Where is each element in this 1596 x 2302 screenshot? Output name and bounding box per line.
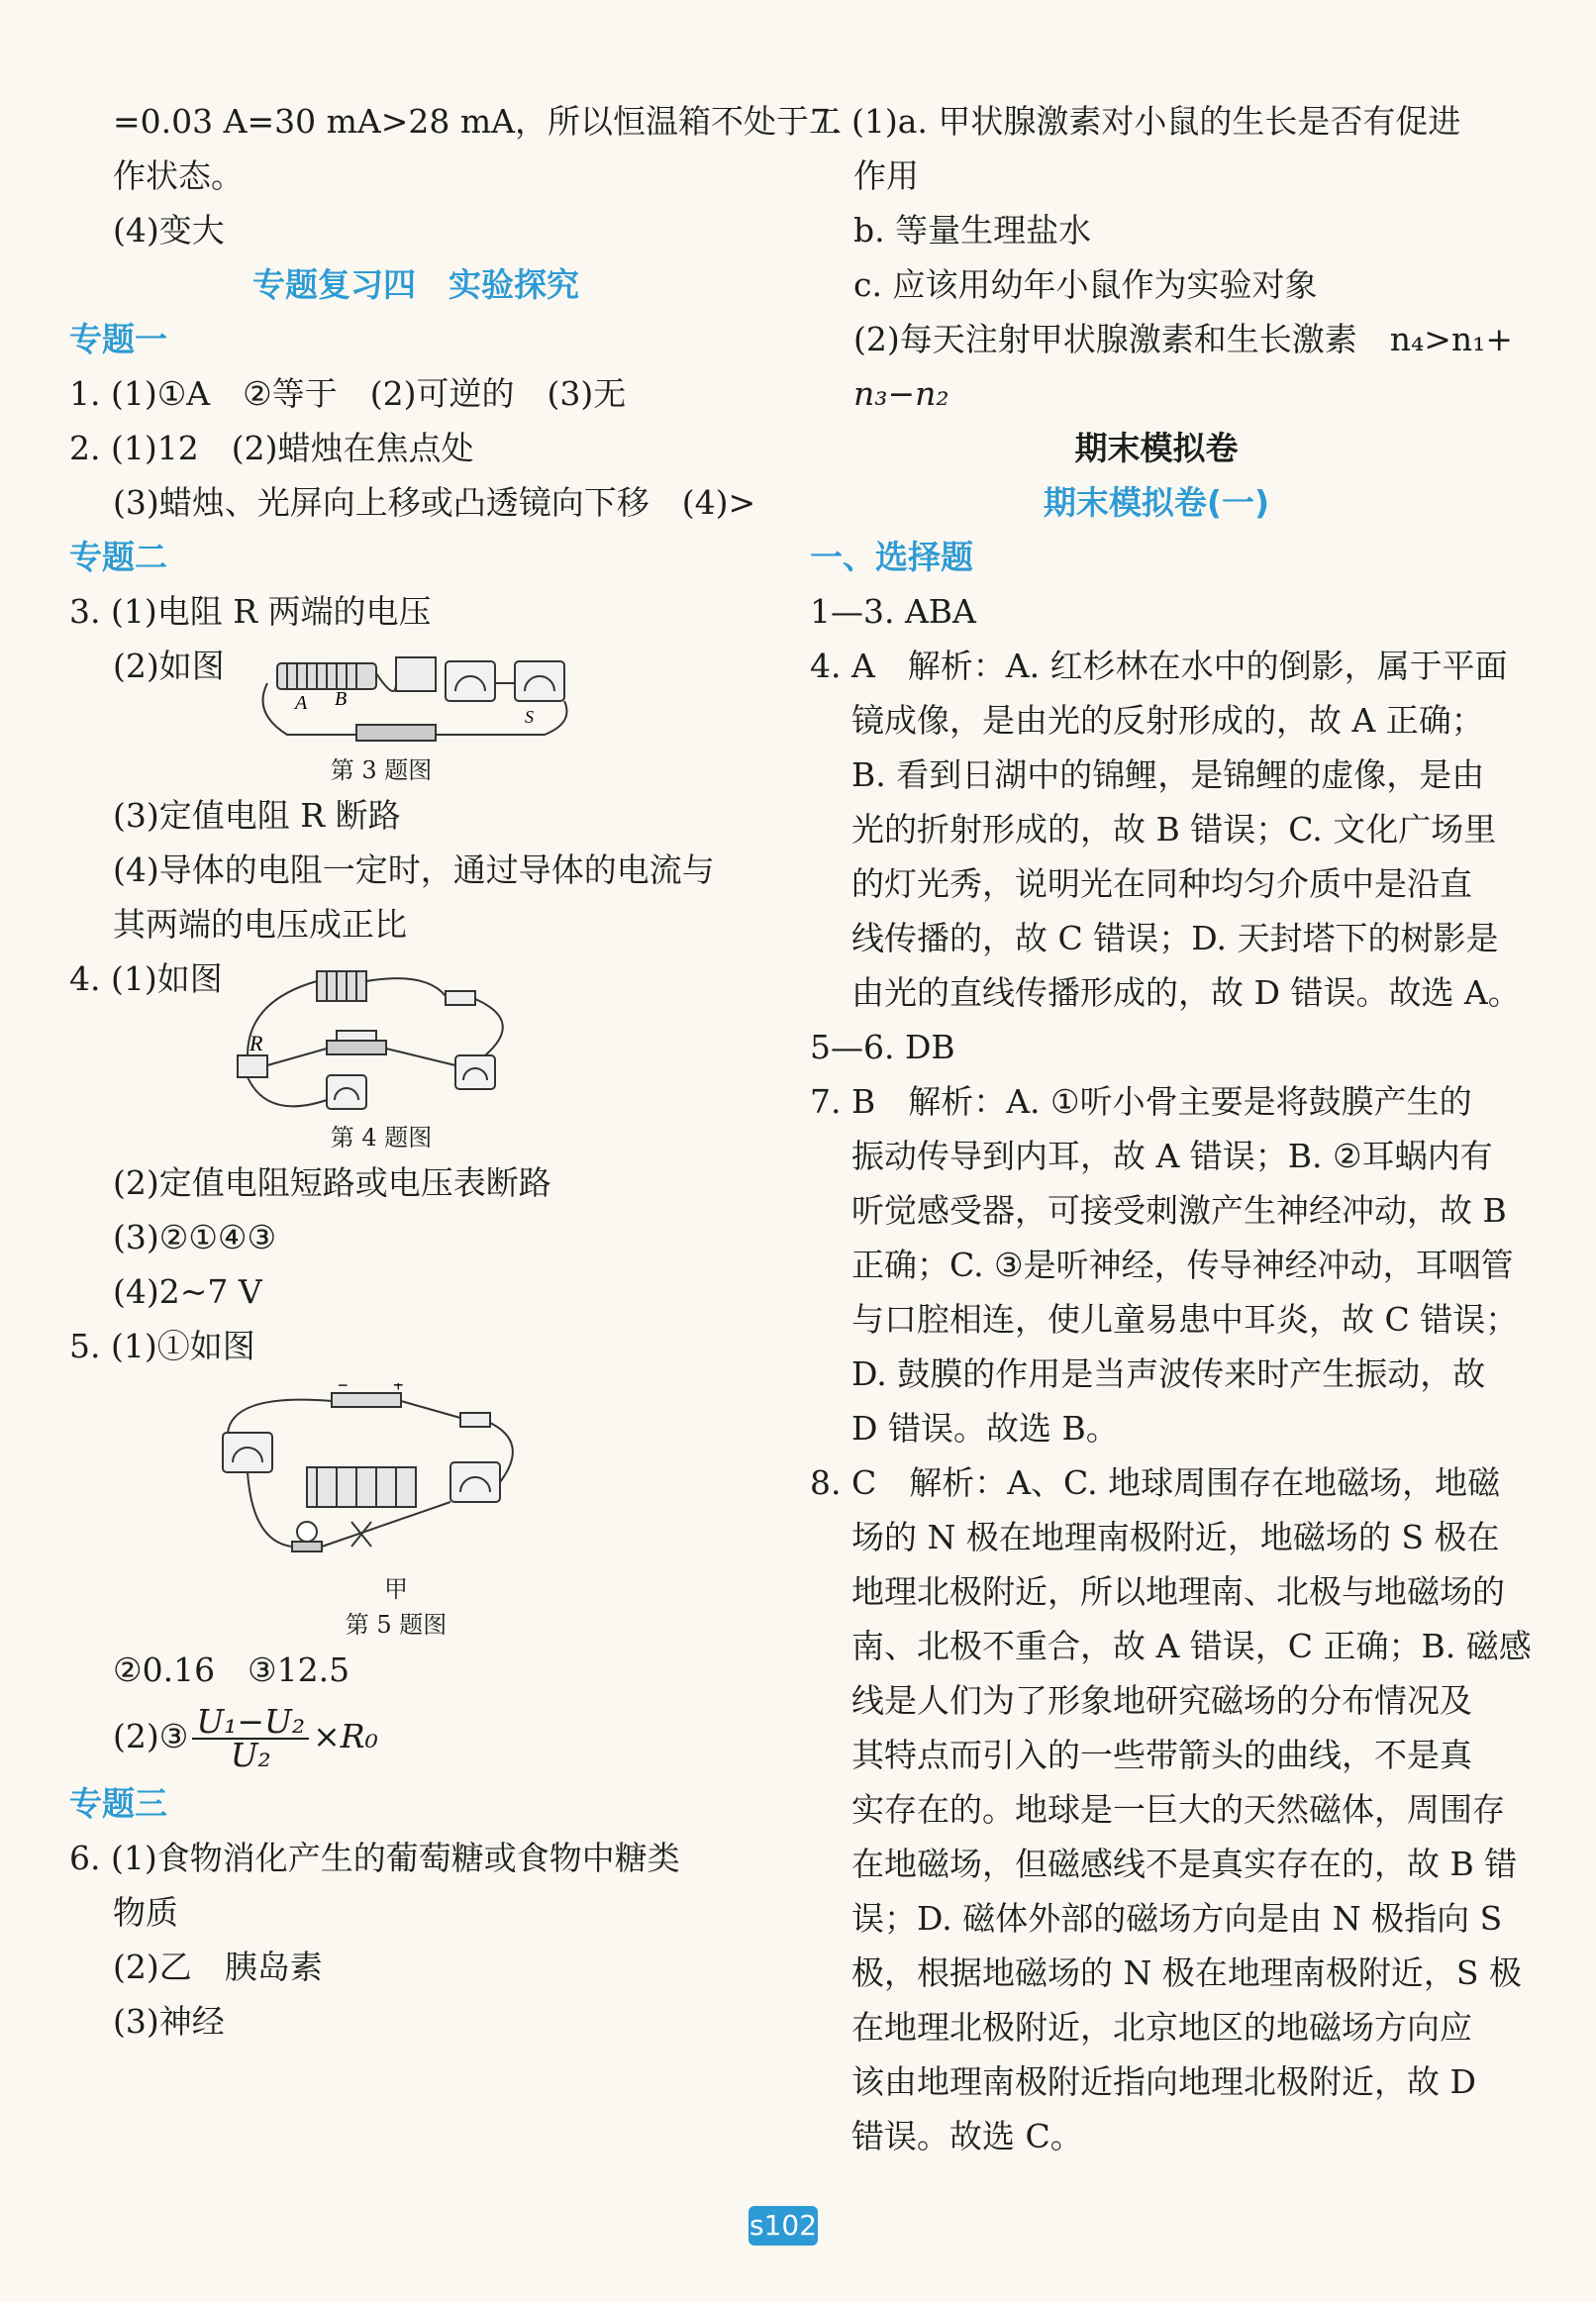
answer-line: 2. (1)12 (2)蜡烛在焦点处 bbox=[69, 429, 474, 467]
right-column bbox=[810, 94, 1532, 2163]
circuit-figure-3 bbox=[248, 644, 604, 752]
fraction-numerator: U₁−U₂ bbox=[192, 1706, 309, 1740]
answer-line: B. 看到日湖中的锦鲤，是锦鲤的虚像，是由 bbox=[851, 755, 1485, 794]
answer-line: (2)定值电阻短路或电压表断路 bbox=[113, 1163, 551, 1202]
answer-line: 8. C 解析：A、C. 地球周围存在地磁场，地磁 bbox=[810, 1463, 1501, 1502]
answer-line: 听觉感受器，可接受刺激产生神经冲动，故 B bbox=[851, 1191, 1507, 1230]
answer-line: (3)蜡烛、光屏向上移或凸透镜向下移 (4)> bbox=[113, 483, 756, 522]
answer-line: 错误。故选 C。 bbox=[851, 2117, 1083, 2155]
answer-line: 在地磁场，但磁感线不是真实存在的，故 B 错 bbox=[851, 1845, 1518, 1883]
answer-line: 线是人们为了形象地研究磁场的分布情况及 bbox=[851, 1681, 1472, 1720]
figure-label: 甲 bbox=[384, 1575, 408, 1603]
answer-line: 线传播的，故 C 错误；D. 天封塔下的树影是 bbox=[851, 919, 1499, 957]
answer-line: 光的折射形成的，故 B 错误；C. 文化广场里 bbox=[851, 810, 1497, 849]
topic-heading: 专题二 bbox=[69, 538, 167, 576]
svg-text:R: R bbox=[249, 1031, 263, 1055]
answer-line: 正确；C. ③是听神经，传导神经冲动，耳咽管 bbox=[851, 1246, 1514, 1284]
circuit-diagram-icon bbox=[213, 1383, 540, 1571]
answer-line: 南、北极不重合，故 A 错误，C 正确；B. 磁感 bbox=[851, 1627, 1532, 1665]
answer-line: c. 应该用幼年小鼠作为实验对象 bbox=[853, 265, 1318, 304]
svg-text:−: − bbox=[338, 1383, 349, 1395]
topic-heading: 专题三 bbox=[69, 1784, 167, 1823]
answer-line: 实存在的。地球是一巨大的天然磁体，周围存 bbox=[851, 1790, 1505, 1829]
answer-line: 5—6. DB bbox=[810, 1028, 955, 1066]
answer-line: 场的 N 极在地理南极附近，地磁场的 S 极在 bbox=[851, 1518, 1500, 1556]
fraction-denominator: U₂ bbox=[230, 1736, 271, 1774]
answer-line: 与口腔相连，使儿童易患中耳炎，故 C 错误； bbox=[851, 1300, 1519, 1339]
answer-line: 1. (1)①A ②等于 (2)可逆的 (3)无 bbox=[69, 374, 627, 413]
answer-line: 7. (1)a. 甲状腺激素对小鼠的生长是否有促进 bbox=[810, 102, 1461, 141]
circuit-diagram-icon bbox=[228, 961, 545, 1120]
text-line: (4)变大 bbox=[113, 211, 225, 250]
answer-line: 作用 bbox=[853, 156, 919, 195]
answer-line: (2)每天注射甲状腺激素和生长激素 n₄>n₁+ bbox=[853, 320, 1514, 358]
answer-line: 7. B 解析：A. ①听小骨主要是将鼓膜产生的 bbox=[810, 1082, 1472, 1121]
answer-line: b. 等量生理盐水 bbox=[853, 211, 1092, 250]
answer-line: 在地理北极附近，北京地区的地磁场方向应 bbox=[851, 2008, 1472, 2047]
answer-line: 误；D. 磁体外部的磁场方向是由 N 极指向 S bbox=[851, 1899, 1503, 1938]
answer-line: 其两端的电压成正比 bbox=[113, 905, 407, 944]
circuit-diagram-icon bbox=[248, 644, 604, 752]
fraction bbox=[192, 1702, 309, 1774]
circuit-figure-4 bbox=[228, 961, 545, 1120]
answer-line: 4. (1)如图 bbox=[69, 959, 223, 998]
formula-prefix: (2)③ bbox=[113, 1717, 189, 1755]
answer-line: (4)2~7 V bbox=[113, 1272, 262, 1311]
text-line: 作状态。 bbox=[113, 156, 244, 195]
svg-text:B: B bbox=[335, 688, 348, 710]
answer-line: n₃−n₂ bbox=[853, 374, 949, 413]
answer-line: 3. (1)电阻 R 两端的电压 bbox=[69, 592, 432, 631]
answer-line: (2)乙 胰岛素 bbox=[113, 1948, 323, 1986]
answer-line: 物质 bbox=[113, 1893, 178, 1932]
answer-line: 由光的直线传播形成的，故 D 错误。故选 A。 bbox=[851, 973, 1521, 1012]
answer-line-formula bbox=[69, 1697, 762, 1776]
answer-line: 4. A 解析：A. 红杉林在水中的倒影，属于平面 bbox=[810, 647, 1508, 685]
answer-line: 5. (1)①如图 bbox=[69, 1327, 255, 1365]
answer-line: 极，根据地磁场的 N 极在地理南极附近，S 极 bbox=[851, 1953, 1522, 1992]
figure-caption: 第 5 题图 bbox=[345, 1611, 448, 1639]
topic-heading: 专题一 bbox=[69, 320, 167, 358]
answer-line: 1—3. ABA bbox=[810, 592, 976, 631]
circuit-figure-5 bbox=[213, 1383, 540, 1571]
svg-text:S: S bbox=[525, 707, 534, 727]
answer-line: 其特点而引入的一些带箭头的曲线，不是真 bbox=[851, 1736, 1472, 1774]
svg-text:A: A bbox=[295, 692, 308, 714]
answer-line: 6. (1)食物消化产生的葡萄糖或食物中糖类 bbox=[69, 1839, 680, 1877]
answer-line: (4)导体的电阻一定时，通过导体的电流与 bbox=[113, 851, 715, 889]
answer-line: 振动传导到内耳，故 A 错误；B. ②耳蜗内有 bbox=[851, 1137, 1493, 1175]
figure-caption: 第 3 题图 bbox=[330, 756, 433, 784]
answer-line: 镜成像，是由光的反射形成的，故 A 正确； bbox=[851, 701, 1484, 740]
exam-subtitle: 期末模拟卷(一) bbox=[1043, 483, 1270, 522]
answer-line: D 错误。故选 B。 bbox=[851, 1409, 1119, 1448]
page-number: s102 bbox=[748, 2206, 818, 2246]
answer-line: 地理北极附近，所以地理南、北极与地磁场的 bbox=[851, 1572, 1505, 1611]
exam-title: 期末模拟卷 bbox=[1074, 429, 1239, 467]
answer-line: (3)②①④③ bbox=[113, 1218, 277, 1256]
answer-line: (3)神经 bbox=[113, 2002, 225, 2041]
answer-line: D. 鼓膜的作用是当声波传来时产生振动，故 bbox=[851, 1354, 1486, 1393]
section-title: 专题复习四 实验探究 bbox=[252, 265, 579, 304]
figure-caption: 第 4 题图 bbox=[330, 1124, 433, 1151]
text-line: =0.03 A=30 mA>28 mA，所以恒温箱不处于工 bbox=[113, 102, 842, 141]
svg-text:+: + bbox=[393, 1383, 404, 1395]
answer-line: ②0.16 ③12.5 bbox=[113, 1651, 350, 1689]
answer-line: (3)定值电阻 R 断路 bbox=[113, 796, 401, 835]
answer-line: (2)如图 bbox=[113, 647, 225, 685]
left-column bbox=[69, 94, 842, 2049]
formula-suffix: ×R₀ bbox=[313, 1717, 378, 1755]
section-heading: 一、选择题 bbox=[810, 538, 973, 576]
answer-line: 的灯光秀，说明光在同种均匀介质中是沿直 bbox=[851, 864, 1472, 903]
answer-line: 该由地理南极附近指向地理北极附近，故 D bbox=[851, 2062, 1476, 2101]
